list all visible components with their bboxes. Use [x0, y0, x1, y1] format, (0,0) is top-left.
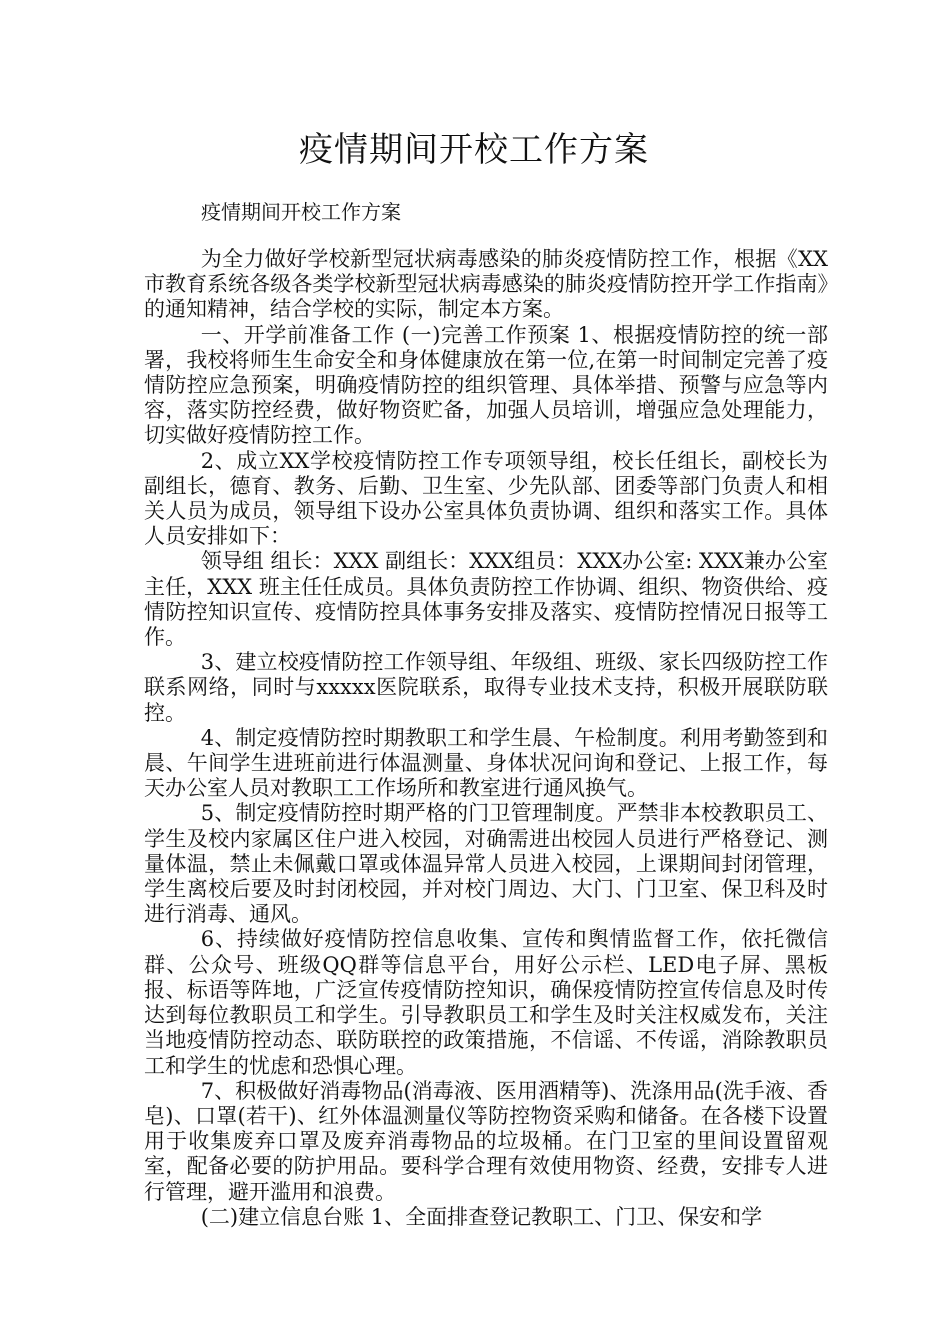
- paragraph-item-3: 3、建立校疫情防控工作领导组、年级组、班级、家长四级防控工作联系网络，同时与xxxxx医院联系，取得专业技术支持，积极开展联防联控。: [144, 650, 828, 725]
- paragraph-section-1: 一、开学前准备工作 (一)完善工作预案 1、根据疫情防控的统一部署，我校将师生生命安全和身体健康放在第一位,在第一时间制定完善了疫情防控应急预案，明确疫情防控的组织管理、具体举措、预警与应急等内容，落实防控经费，做好物资贮备，加强人员培训，增强应急处理能力，切实做好疫情防控工作。: [144, 322, 828, 448]
- document-page: [144, 0, 828, 1344]
- document-subtitle: 疫情期间开校工作方案: [201, 200, 401, 224]
- paragraph-item-5: 5、制定疫情防控时期严格的门卫管理制度。严禁非本校教职员工、学生及校内家属区住户进入校园，对确需进出校园人员进行严格登记、测量体温，禁止未佩戴口罩或体温异常人员进入校园，上课期间封闭管理，学生离校后要及时封闭校园，并对校门周边、大门、门卫室、保卫科及时进行消毒、通风。: [144, 801, 828, 927]
- paragraph-item-6: 6、持续做好疫情防控信息收集、宣传和舆情监督工作，依托微信群、公众号、班级QQ群等信息平台，用好公示栏、LED电子屏、黑板报、标语等阵地，广泛宣传疫情防控知识，确保疫情防控宣传信息及时传达到每位教职员工和学生。引导教职员工和学生及时关注权威发布，关注当地疫情防控动态、联防联控的政策措施，不信谣、不传谣，消除教职员工和学生的忧虑和恐惧心理。: [144, 927, 828, 1078]
- paragraph-intro: 为全力做好学校新型冠状病毒感染的肺炎疫情防控工作，根据《XX市教育系统各级各类学校新型冠状病毒感染的肺炎疫情防控开学工作指南》的通知精神，结合学校的实际，制定本方案。: [144, 247, 828, 322]
- paragraph-leadership: 领导组 组长：XXX 副组长：XXX组员：XXX办公室: XXX兼办公室主任，XXX 班主任任成员。具体负责防控工作协调、组织、物资供给、疫情防控知识宣传、疫情防控具体事务安排及落实、疫情防控情况日报等工作。: [144, 549, 828, 650]
- paragraph-item-7: 7、积极做好消毒物品(消毒液、医用酒精等)、洗涤用品(洗手液、香皂)、口罩(若干)、红外体温测量仪等防控物资采购和储备。在各楼下设置用于收集废弃口罩及废弃消毒物品的垃圾桶。在门卫室的里间设置留观室，配备必要的防护用品。要科学合理有效使用物资、经费，安排专人进行管理，避开滥用和浪费。: [144, 1078, 828, 1204]
- paragraph-item-2: 2、成立XX学校疫情防控工作专项领导组，校长任组长，副校长为副组长，德育、教务、后勤、卫生室、少先队部、团委等部门负责人和相关人员为成员，领导组下设办公室具体负责协调、组织和落实工作。具体人员安排如下：: [144, 448, 828, 549]
- paragraph-item-4: 4、制定疫情防控时期教职工和学生晨、午检制度。利用考勤签到和晨、午间学生进班前进行体温测量、身体状况问询和登记、上报工作，每天办公室人员对教职工工作场所和教室进行通风换气。: [144, 725, 828, 801]
- document-body: [144, 247, 828, 1230]
- paragraph-section-2: (二)建立信息台账 1、全面排查登记教职工、门卫、保安和学: [200, 1204, 763, 1229]
- document-title: 疫情期间开校工作方案: [299, 130, 649, 170]
